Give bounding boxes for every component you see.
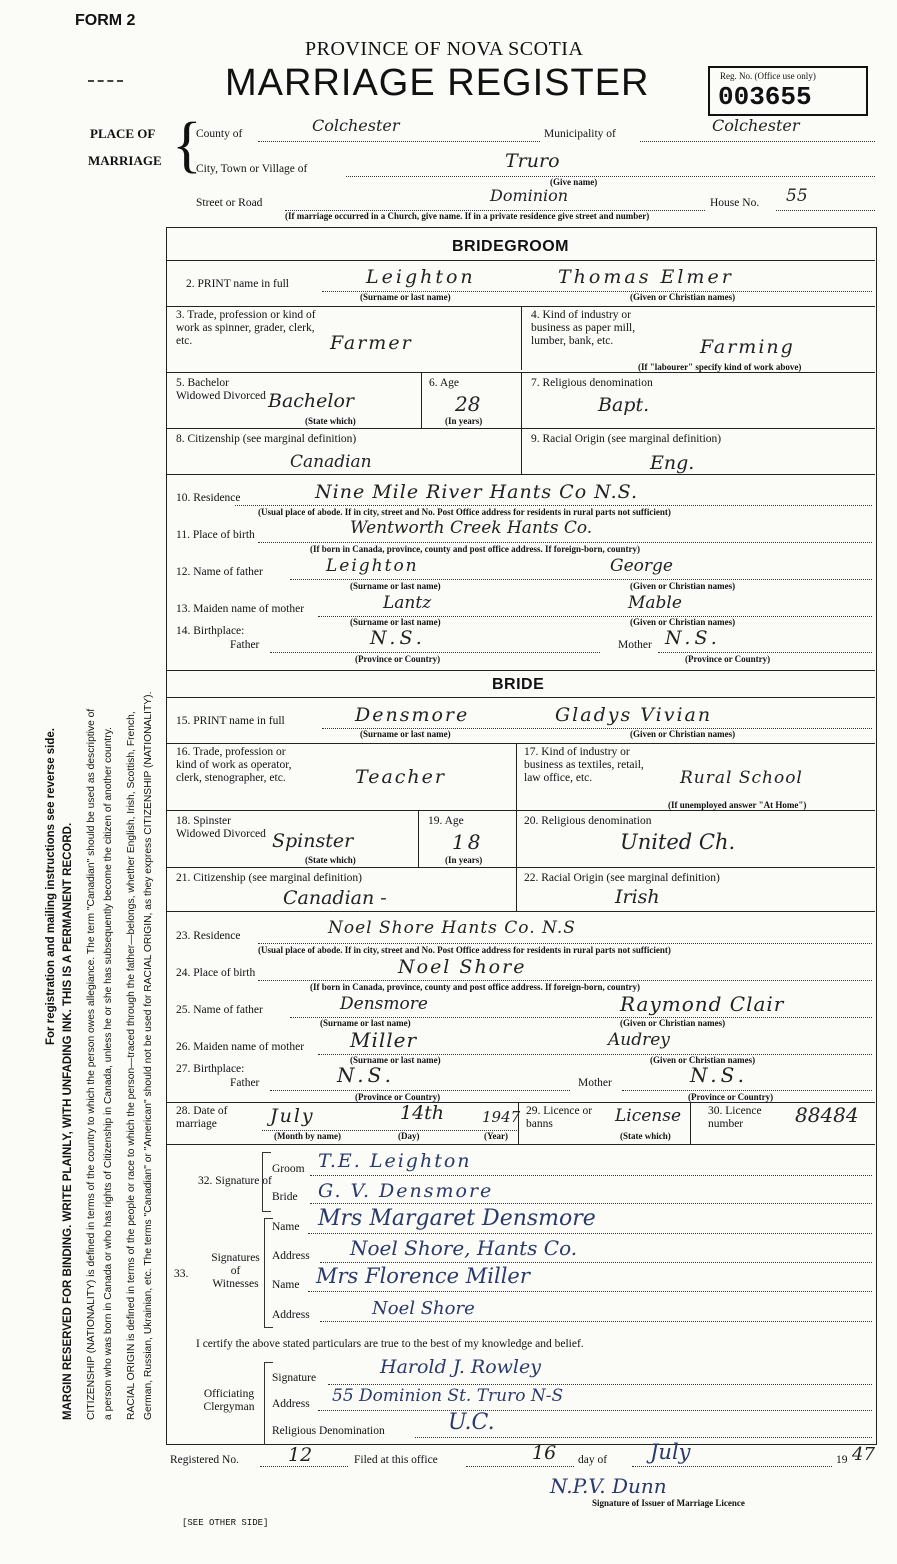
margin-line-5: RACIAL ORIGIN is defined in terms of the people or race to which the person—traced through the father—belongs, whether English, Irish, Scottish, French,: [126, 711, 137, 1420]
groom-surname-hint: (Surname or last name): [360, 292, 451, 302]
groom-industry-hint: (If "labourer" specify kind of work above): [638, 362, 802, 372]
groom-father-sur-hint: (Surname or last name): [350, 581, 441, 591]
bride-religion-label: 20. Religious denomination: [524, 815, 652, 827]
bride-father-given: Raymond Clair: [620, 992, 785, 1016]
bride-bp-father-hint: (Province or Country): [355, 1092, 441, 1102]
signature-label: 32. Signature of: [198, 1175, 272, 1187]
bride-industry: Rural School: [680, 768, 803, 788]
place-label-2: MARRIAGE: [88, 153, 162, 168]
street-value: Dominion: [490, 186, 569, 205]
dash-mark: [88, 80, 123, 82]
witness2-address: Noel Shore: [372, 1298, 475, 1319]
municipality-value: Colchester: [712, 116, 800, 135]
house-label: House No.: [710, 197, 760, 209]
groom-birth-label: 11. Place of birth: [176, 529, 255, 541]
groom-mother-label: 13. Maiden name of mother: [176, 603, 305, 615]
bride-industry-hint: (If unemployed answer "At Home"): [668, 800, 807, 810]
bride-trade-label: 16. Trade, profession or kind of work as operator, clerk, stenographer, etc.: [176, 746, 292, 784]
groom-residence-hint: (Usual place of abode. If in city, street and No. Post Office address for residents in rural parts not sufficient): [258, 507, 671, 517]
bride-surname: Densmore: [355, 704, 470, 726]
groom-bp-father-hint: (Province or Country): [355, 654, 441, 664]
bride-birthplace-label: 27. Birthplace:: [176, 1063, 245, 1075]
house-value: 55: [786, 186, 808, 206]
bride-bp-mother-label: Mother: [578, 1077, 612, 1089]
bride-given: Gladys Vivian: [555, 704, 713, 726]
day-hint: (Day): [398, 1131, 420, 1141]
margin-line-4: a person who was born in Canada or who has rights of Citizenship in Canada, unless he or she has subsequently become the citizen of another country.: [103, 727, 114, 1420]
groom-religion-label: 7. Religious denomination: [531, 377, 653, 389]
reg-label: Reg. No. (Office use only): [720, 71, 816, 81]
witness2-name: Mrs Florence Miller: [316, 1264, 530, 1288]
bride-religion: United Ch.: [620, 830, 736, 854]
groom-bp-mother-hint: (Province or Country): [685, 654, 771, 664]
groom-bp-mother: N.S.: [665, 627, 721, 649]
sig-bracket: [262, 1152, 271, 1212]
bride-bp-father-label: Father: [230, 1077, 260, 1089]
groom-mother-given-hint: (Given or Christian names): [630, 617, 736, 627]
groom-birth: Wentworth Creek Hants Co.: [350, 518, 593, 538]
bride-mother-label: 26. Maiden name of mother: [176, 1041, 305, 1053]
registered-label: Registered No.: [170, 1454, 239, 1466]
groom-mother-sur-hint: (Surname or last name): [350, 617, 441, 627]
bride-industry-label: 17. Kind of industry or business as textiles, retail, law office, etc.: [524, 746, 644, 784]
bride-bp-mother-hint: (Province or Country): [688, 1092, 774, 1102]
marriage-year: 1947: [482, 1108, 521, 1126]
county-value: Colchester: [312, 116, 400, 135]
page-title: MARRIAGE REGISTER: [225, 62, 650, 104]
clergy-address: 55 Dominion St. Truro N-S: [332, 1386, 564, 1406]
margin-line-3: CITIZENSHIP (NATIONALITY) is defined in terms of the country to which the person owes allegiance. The term "Canadian" should be used as descriptive of: [86, 708, 97, 1420]
bride-bp-mother: N.S.: [690, 1063, 748, 1087]
bride-heading: BRIDE: [492, 676, 545, 693]
city-label: City, Town or Village of: [196, 163, 308, 175]
bride-surname-hint: (Surname or last name): [360, 729, 451, 739]
groom-bp-father-label: Father: [230, 639, 260, 651]
bride-years-hint: (In years): [445, 855, 483, 865]
street-label: Street or Road: [196, 197, 263, 209]
groom-trade: Farmer: [330, 332, 413, 354]
groom-years-hint: (In years): [445, 416, 483, 426]
groom-surname: Leighton: [366, 266, 476, 288]
issuer-signature: N.P.V. Dunn: [550, 1474, 667, 1498]
bride-racial-label: 22. Racial Origin (see marginal definition): [524, 872, 720, 884]
date-label: 28. Date of marriage: [176, 1105, 228, 1130]
bride-birth: Noel Shore: [398, 956, 527, 978]
bride-residence-label: 23. Residence: [176, 930, 241, 942]
filed-year: 47: [852, 1444, 875, 1465]
issuer-label: Signature of Issuer of Marriage Licence: [592, 1498, 745, 1508]
reg-box: [708, 66, 868, 116]
w2-name-label: Name: [272, 1279, 300, 1291]
province-title: PROVINCE OF NOVA SCOTIA: [305, 38, 584, 60]
groom-state-hint: (State which): [305, 416, 356, 426]
groom-father-given: George: [610, 556, 673, 576]
item-33: 33.: [174, 1268, 189, 1280]
certify-statement: I certify the above stated particulars are true to the best of my knowledge and belief.: [196, 1338, 584, 1350]
bride-father-given-hint: (Given or Christian names): [620, 1018, 726, 1028]
groom-birthplace-label: 14. Birthplace:: [176, 625, 245, 637]
day-of-label: day of: [578, 1454, 608, 1466]
bride-signature: G. V. Densmore: [318, 1180, 494, 1202]
witness1-name: Mrs Margaret Densmore: [318, 1206, 596, 1231]
bride-state-hint: (State which): [305, 855, 356, 865]
marriage-day: 14th: [400, 1102, 445, 1124]
bride-trade: Teacher: [355, 766, 446, 788]
bride-father-surname: Densmore: [340, 994, 428, 1014]
place-label-1: PLACE OF: [90, 126, 156, 141]
groom-racial-label: 9. Racial Origin (see marginal definition): [531, 433, 722, 445]
groom-sig-label: Groom: [272, 1163, 305, 1175]
bride-mother-sur-hint: (Surname or last name): [350, 1055, 441, 1065]
year-prefix: 19: [836, 1454, 848, 1466]
filed-label: Filed at this office: [354, 1454, 438, 1466]
w2-addr-label: Address: [272, 1309, 310, 1321]
groom-trade-label: 3. Trade, profession or kind of work as spinner, grader, clerk, etc.: [176, 309, 316, 347]
bride-father-sur-hint: (Surname or last name): [320, 1018, 411, 1028]
month-hint: (Month by name): [274, 1131, 341, 1141]
bride-given-hint: (Given or Christian names): [630, 729, 736, 739]
margin-line-6: German, Russian, Ukrainian, etc. The terms "Canadian" or "American" should not be used for RACIAL ORIGIN, as they express CITIZENSHIP (NATIONALITY).: [143, 691, 154, 1420]
margin-line-1: For registration and mailing instructions see reverse side.: [45, 728, 57, 1045]
margin-line-2: MARGIN RESERVED FOR BINDING. WRITE PLAINLY, WITH UNFADING INK. THIS IS A PERMANENT RECORD.: [62, 822, 74, 1420]
groom-residence: Nine Mile River Hants Co N.S.: [315, 481, 638, 503]
bride-residence-hint: (Usual place of abode. If in city, street and No. Post Office address for residents in rural parts not sufficient): [258, 945, 671, 955]
bride-mother-given-hint: (Given or Christian names): [650, 1055, 756, 1065]
w1-addr-label: Address: [272, 1250, 310, 1262]
municipality-label: Municipality of: [544, 128, 616, 140]
groom-citizen-label: 8. Citizenship (see marginal definition): [176, 433, 357, 445]
clergy-rel-label: Religious Denomination: [272, 1425, 385, 1437]
bride-mother-given: Audrey: [608, 1030, 670, 1050]
bride-racial: Irish: [615, 886, 660, 908]
groom-age: 28: [455, 392, 481, 416]
groom-father-surname: Leighton: [326, 556, 419, 576]
licence-label: 29. Licence or banns: [526, 1105, 593, 1130]
groom-age-label: 6. Age: [429, 377, 460, 389]
filed-day: 16: [532, 1442, 557, 1464]
place-note: (If marriage occurred in a Church, give name. If in a private residence give street and number): [285, 211, 650, 221]
groom-bp-father: N.S.: [370, 627, 426, 649]
bride-mother-surname: Miller: [350, 1028, 418, 1052]
groom-given-hint: (Given or Christian names): [630, 292, 736, 302]
form-number: FORM 2: [75, 12, 136, 29]
bride-birth-label: 24. Place of birth: [176, 967, 256, 979]
bride-status-label: 18. Spinster Widowed Divorced: [176, 815, 266, 840]
witness-label: Signatures of Witnesses: [211, 1252, 260, 1290]
year-hint: (Year): [484, 1131, 508, 1141]
give-name-hint: (Give name): [550, 177, 598, 187]
bride-citizen-label: 21. Citizenship (see marginal definition): [176, 872, 362, 884]
bride-citizen: Canadian -: [283, 887, 387, 909]
groom-status: Bachelor: [268, 390, 355, 412]
licence-number-label: 30. Licence number: [708, 1105, 762, 1130]
bride-bp-father: N.S.: [337, 1063, 395, 1087]
groom-signature: T.E. Leighton: [318, 1150, 472, 1172]
groom-father-given-hint: (Given or Christian names): [630, 581, 736, 591]
groom-mother-given: Mable: [628, 593, 682, 613]
groom-status-label: 5. Bachelor Widowed Divorced: [176, 377, 266, 402]
bridegroom-heading: BRIDEGROOM: [452, 238, 569, 255]
licence-number: 88484: [795, 1103, 859, 1127]
groom-industry-label: 4. Kind of industry or business as paper mill, lumber, bank, etc.: [531, 309, 636, 347]
groom-given: Thomas Elmer: [558, 266, 734, 288]
registered-number: 12: [288, 1444, 313, 1466]
groom-birth-hint: (If born in Canada, province, county and post office address. If foreign-born, country): [310, 544, 641, 554]
clergy-denomination: U.C.: [448, 1410, 495, 1435]
bride-residence: Noel Shore Hants Co. N.S: [328, 918, 576, 938]
groom-bp-mother-label: Mother: [618, 639, 652, 651]
groom-mother-surname: Lantz: [383, 593, 432, 613]
bride-age: 18: [452, 830, 484, 854]
clergy-sig-label: Signature: [272, 1372, 317, 1384]
groom-industry: Farming: [700, 336, 795, 358]
filed-month: July: [650, 1440, 691, 1464]
reg-number: 003655: [718, 82, 812, 112]
witness1-address: Noel Shore, Hants Co.: [350, 1236, 578, 1260]
groom-residence-label: 10. Residence: [176, 492, 241, 504]
w1-name-label: Name: [272, 1221, 300, 1233]
licence-state-hint: (State which): [620, 1131, 671, 1141]
clergy-addr-label: Address: [272, 1398, 310, 1410]
bride-name-label: 15. PRINT name in full: [176, 715, 285, 727]
bride-father-label: 25. Name of father: [176, 1004, 263, 1016]
clergy-signature: Harold J. Rowley: [380, 1356, 541, 1378]
place-brace: {: [172, 111, 202, 179]
groom-citizen: Canadian: [290, 452, 372, 472]
licence-value: License: [615, 1106, 682, 1126]
clergyman-label: Officiating Clergyman: [203, 1388, 255, 1413]
groom-racial: Eng.: [650, 452, 695, 474]
county-label: County of: [196, 128, 243, 140]
bride-birth-hint: (If born in Canada, province, county and post office address. If foreign-born, country): [310, 982, 641, 992]
city-value: Truro: [505, 150, 560, 172]
marriage-month: July: [270, 1105, 315, 1127]
bride-status: Spinster: [272, 830, 354, 852]
groom-father-label: 12. Name of father: [176, 566, 263, 578]
bride-age-label: 19. Age: [428, 815, 464, 827]
bride-sig-label: Bride: [272, 1191, 298, 1203]
groom-religion: Bapt.: [598, 394, 650, 416]
groom-name-label: 2. PRINT name in full: [186, 278, 289, 290]
see-other-side: [SEE OTHER SIDE]: [182, 1518, 269, 1528]
